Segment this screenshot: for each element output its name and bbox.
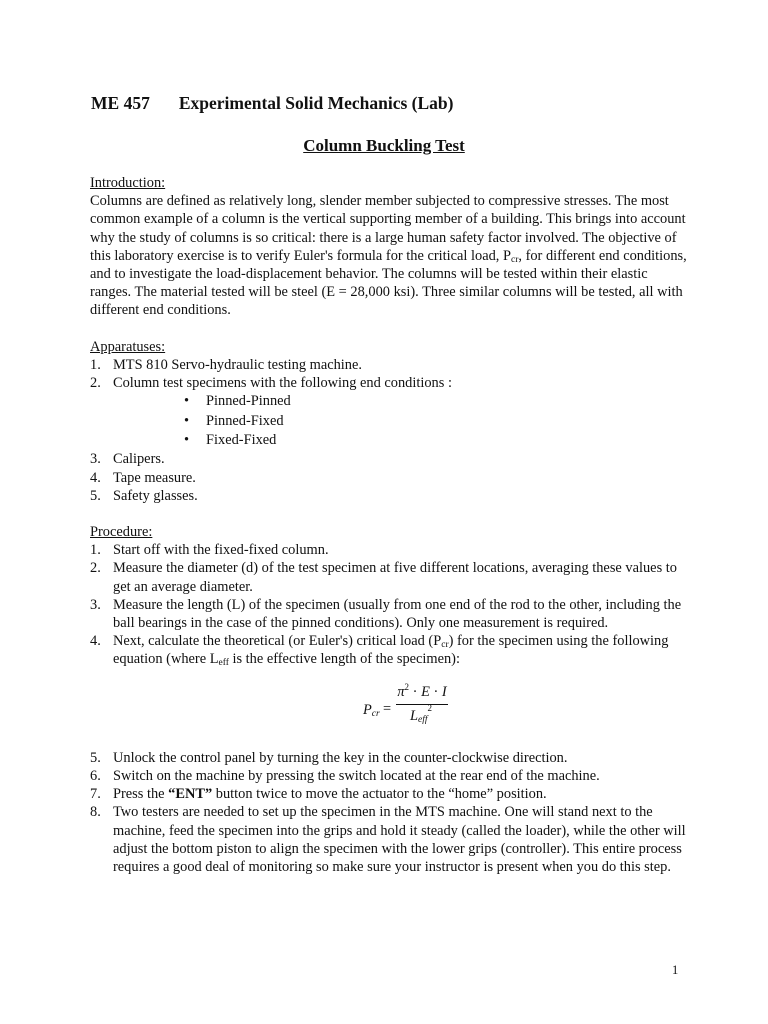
course-title: Experimental Solid Mechanics (Lab) [178,93,454,113]
list-item: 5. Unlock the control panel by turning the key in the counter-clockwise direction. [90,749,568,766]
list-item: 4. Tape measure. [90,469,196,486]
list-item: 5. Safety glasses. [90,487,198,504]
introduction-heading: Introduction: [90,175,166,191]
list-item: 8. Two testers are needed to set up the specimen in the MTS machine. One will stand next to the machine, feed the specimen into the grips and hold it steady (called the loader), while the other will adjust the bottom piston to align the specimen with the lower grips (controller). This entire process requires a good deal of monitoring so make sure your instructor is present when you do this step. [90,804,686,875]
list-item: • Pinned-Fixed [182,412,690,431]
procedure-heading: Procedure: [90,524,153,541]
apparatuses-heading: Apparatuses: [90,338,166,355]
formula-denominator: $L_{eff}^2$ [410,702,433,725]
list-item: 3. Calipers. [90,451,165,468]
formula-fraction [396,683,448,725]
formula-equals: = [383,700,392,717]
fraction-bar [396,704,448,705]
procedure-list-continued [90,749,690,876]
document-title: Column Buckling Test [303,136,465,155]
course-code: ME 457 [91,93,150,113]
list-item: 6. Switch on the machine by pressing the switch located at the rear end of the machine. [90,767,600,784]
bullet-icon: • [184,393,190,410]
list-item: • Fixed-Fixed [182,431,690,450]
apparatus-list [90,356,690,392]
procedure-list [90,541,690,668]
apparatus-list-continued [90,450,690,505]
list-item: 4. Next, calculate the theoretical (or Euler's) critical load $(P_{cr})$ for the specimen using the following equation (where $L_{eff}$ is the effective length of the specimen): [90,633,669,669]
spacer [90,505,690,523]
spacer [90,320,690,338]
formula-numerator: $\pi^2 \cdot E \cdot I$ [397,681,447,700]
list-item: 2. Column test specimens with the following end conditions : [90,375,452,392]
list-item: 1. Start off with the fixed-fixed column. [90,542,329,559]
document-body [90,174,690,876]
bullet-icon: • [184,412,190,429]
list-item: 2. Measure the diameter (d) of the test specimen at five different locations, averaging these values to get an average diameter. [90,560,677,595]
list-item: 3. Measure the length (L) of the specimen (usually from one end of the rod to the other, including the ball bearings in the case of the pinned conditions). Only one measurement is required. [90,596,682,632]
course-header [91,93,453,114]
page-number: 1 [672,963,679,977]
list-item: 1. MTS 810 Servo-hydraulic testing machine. [90,356,362,373]
list-item: • Pinned-Pinned [182,392,690,411]
euler-formula [90,683,690,739]
end-conditions-list [90,392,690,450]
list-item: 7. Press the “ENT” button twice to move the actuator to the “home” position. [90,786,547,803]
formula-lhs: $P_{cr}$ [363,701,380,719]
bullet-icon: • [184,432,190,449]
introduction-paragraph: Columns are defined as relatively long, slender member subjected to compressive stresses. The most common example of a column is the vertical supporting member of a building. This brings into account why the study of columns is so critical: there is a large human safety factor involved. The objective of this laboratory exercise is to verify Euler's formula for the critical load, $P_{cr}$, for different end conditions, and to investigate the load-displacement behavior. The columns will be tested within their elastic ranges. The material tested will be steel (E = 28,000 ksi). Three similar columns will be tested, all with different end conditions. [90,193,687,319]
